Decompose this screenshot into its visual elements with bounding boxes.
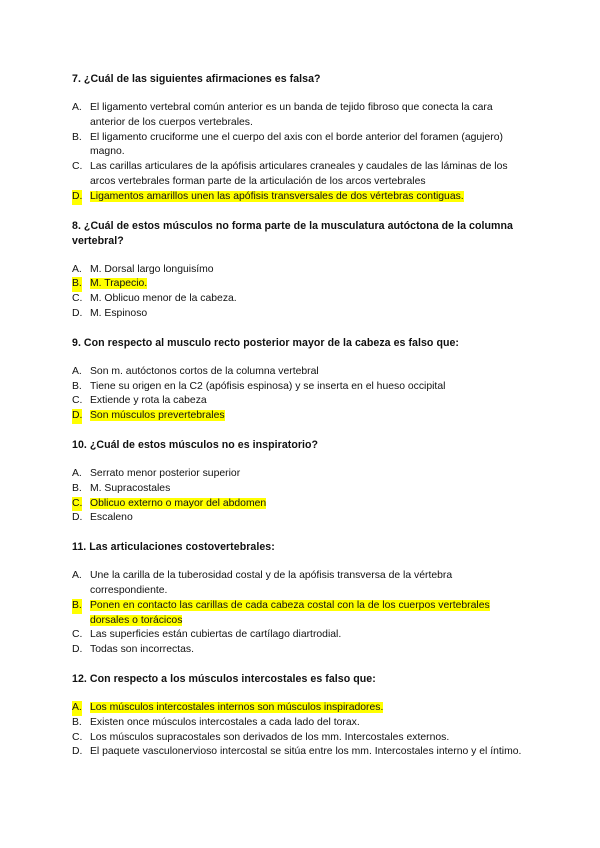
option-d bbox=[72, 511, 528, 526]
option-c bbox=[72, 292, 528, 307]
option-text-highlighted: M. Trapecio. bbox=[90, 278, 148, 290]
option-text: Existen once músculos intercostales a cada lado del torax. bbox=[90, 716, 360, 728]
option-text: M. Espinoso bbox=[90, 307, 148, 319]
option-text: El paquete vasculonervioso intercostal se sitúa entre los mm. Intercostales interno y el íntimo. bbox=[90, 746, 522, 758]
option-text: M. Oblicuo menor de la cabeza. bbox=[90, 293, 237, 305]
option-letter: D. bbox=[72, 512, 83, 524]
option-d bbox=[72, 190, 528, 205]
question-9 bbox=[72, 336, 528, 424]
question-title: 9. Con respecto al musculo recto posterior mayor de la cabeza es falso que: bbox=[72, 336, 460, 349]
option-letter: B. bbox=[72, 716, 82, 728]
option-c bbox=[72, 394, 528, 409]
option-a bbox=[72, 263, 528, 278]
option-letter: A. bbox=[72, 570, 82, 582]
option-a bbox=[72, 365, 528, 380]
option-d bbox=[72, 643, 528, 658]
option-d bbox=[72, 307, 528, 322]
question-title: 11. Las articulaciones costovertebrales: bbox=[72, 541, 275, 554]
option-b bbox=[72, 482, 528, 497]
option-letter: A. bbox=[72, 102, 82, 113]
option-a bbox=[72, 101, 528, 131]
option-text: Todas son incorrectas. bbox=[90, 644, 194, 656]
option-text: Extiende y rota la cabeza bbox=[90, 395, 207, 407]
option-text: El ligamento cruciforme une el cuerpo del axis con el borde anterior del foramen (agujero) magno. bbox=[90, 131, 503, 158]
question-11 bbox=[72, 540, 528, 658]
option-text: Serrato menor posterior superior bbox=[90, 467, 241, 479]
option-letter: A. bbox=[72, 263, 82, 275]
document-page bbox=[72, 72, 528, 774]
option-letter: D. bbox=[72, 307, 83, 319]
option-text: El ligamento vertebral común anterior es un banda de tejido fibroso que conecta la cara anterior de los cuerpos vertebrales. bbox=[90, 102, 493, 128]
question-title: 7. ¿Cuál de las siguientes afirmaciones es falsa? bbox=[72, 73, 321, 85]
question-7 bbox=[72, 72, 528, 205]
option-text: Une la carilla de la tuberosidad costal y de la apófisis transversa de la vértebra correspondiente. bbox=[90, 570, 453, 596]
option-letter: B. bbox=[72, 599, 82, 614]
option-text-highlighted: Oblicuo externo o mayor del abdomen bbox=[90, 497, 267, 509]
option-text: Son m. autóctonos cortos de la columna vertebral bbox=[90, 365, 319, 377]
option-b bbox=[72, 716, 528, 731]
option-a bbox=[72, 467, 528, 482]
option-text-highlighted: Los músculos intercostales internos son músculos inspiradores. bbox=[90, 701, 384, 713]
option-letter: D. bbox=[72, 746, 83, 758]
option-c bbox=[72, 731, 528, 746]
option-letter: C. bbox=[72, 395, 83, 407]
option-letter: B. bbox=[72, 380, 82, 392]
option-letter: C. bbox=[72, 497, 82, 512]
option-text: Escaleno bbox=[90, 512, 133, 524]
option-d bbox=[72, 745, 528, 760]
option-letter: C. bbox=[72, 293, 83, 305]
option-letter: A. bbox=[72, 467, 82, 479]
option-letter: C. bbox=[72, 629, 83, 641]
option-c bbox=[72, 628, 528, 643]
option-letter: D. bbox=[72, 190, 82, 205]
option-text-highlighted: Ligamentos amarillos unen las apófisis transversales de dos vértebras contiguas. bbox=[90, 190, 464, 202]
question-10 bbox=[72, 438, 528, 526]
option-letter: B. bbox=[72, 482, 82, 494]
option-letter: D. bbox=[72, 409, 82, 424]
option-b bbox=[72, 599, 528, 629]
option-c bbox=[72, 497, 528, 512]
option-c bbox=[72, 160, 528, 190]
option-a bbox=[72, 701, 528, 716]
option-letter: D. bbox=[72, 644, 83, 656]
option-letter: A. bbox=[72, 701, 82, 716]
option-text: Tiene su origen en la C2 (apófisis espinosa) y se inserta en el hueso occipital bbox=[90, 380, 446, 392]
option-b bbox=[72, 277, 528, 292]
option-d bbox=[72, 409, 528, 424]
option-text-highlighted: Son músculos prevertebrales bbox=[90, 410, 225, 422]
option-text: M. Supracostales bbox=[90, 482, 171, 494]
option-a bbox=[72, 569, 528, 599]
question-title: 8. ¿Cuál de estos músculos no forma parte de la musculatura autóctona de la columna vertebral? bbox=[72, 219, 513, 247]
option-text: Las carillas articulares de la apófisis articulares craneales y caudales de las láminas de los arcos vertebrales forman parte de la articulación de los arcos vertebrales bbox=[90, 161, 508, 187]
question-title: 12. Con respecto a los músculos intercostales es falso que: bbox=[72, 672, 376, 685]
option-text: Las superficies están cubiertas de cartílago diartrodial. bbox=[90, 629, 342, 641]
option-letter: C. bbox=[72, 161, 83, 173]
option-text: M. Dorsal largo longuisímo bbox=[90, 263, 214, 275]
question-12 bbox=[72, 672, 528, 760]
option-text-highlighted: Ponen en contacto las carillas de cada cabeza costal con la de los cuerpos vertebrales dorsales o torácicos bbox=[90, 599, 490, 626]
option-text: Los músculos supracostales son derivados de los mm. Intercostales externos. bbox=[90, 731, 450, 743]
question-8 bbox=[72, 219, 528, 322]
option-b bbox=[72, 131, 528, 161]
option-b bbox=[72, 380, 528, 395]
option-letter: C. bbox=[72, 731, 83, 743]
option-letter: A. bbox=[72, 365, 82, 377]
question-title: 10. ¿Cuál de estos músculos no es inspiratorio? bbox=[72, 438, 319, 451]
option-letter: B. bbox=[72, 131, 82, 143]
option-letter: B. bbox=[72, 277, 82, 292]
